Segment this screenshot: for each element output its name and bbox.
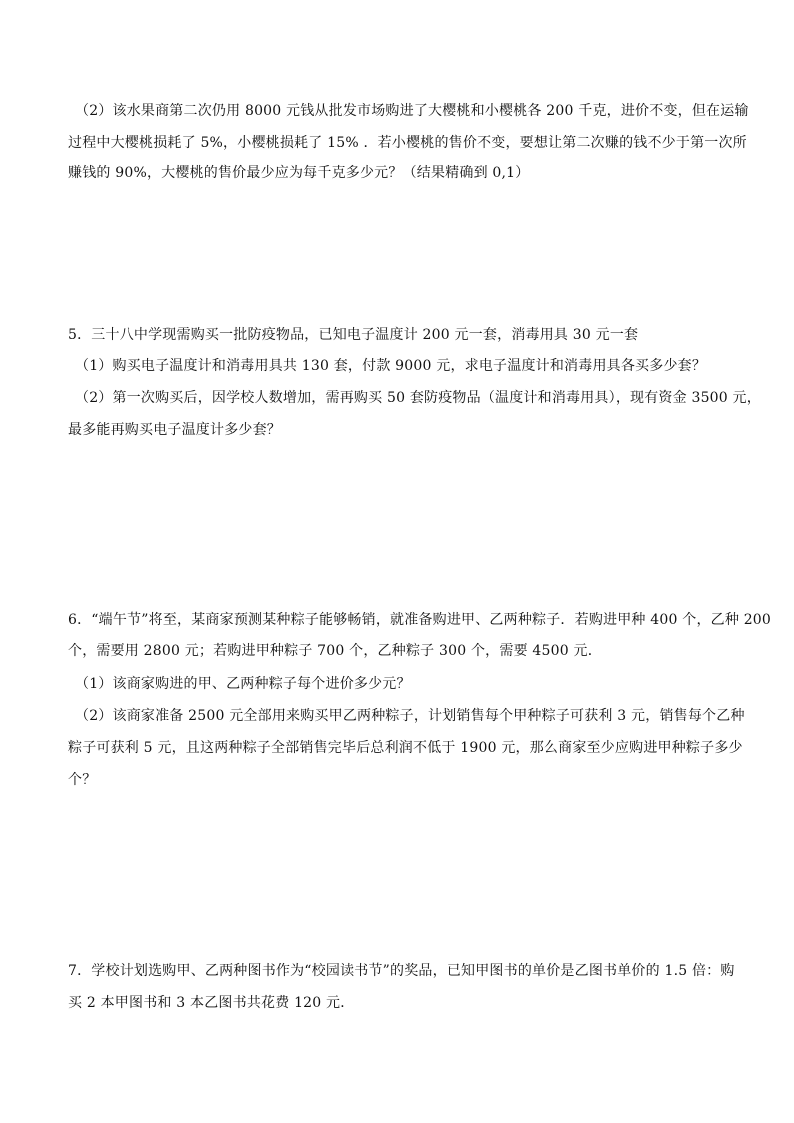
q5-part1: （1）购买电子温度计和消毒用具共 130 套，付款 9000 元，求电子温度计和消毒用具各买多少套？ bbox=[75, 358, 707, 374]
q6-part2-line-2: 粽子可获利 5 元，且这两种粽子全部销售完毕后总利润不低于 1900 元，那么商家至少应购进甲种粽子多少 bbox=[68, 740, 743, 756]
q5-stem: 5．三十八中学现需购买一批防疫物品，已知电子温度计 200 元一套，消毒用具 30 元一套 bbox=[68, 327, 639, 343]
q4-part2-line-3: 赚钱的 90%，大樱桃的售价最少应为每千克多少元？（结果精确到 0,1） bbox=[68, 165, 530, 181]
q6-stem-line-2: 个，需要用 2800 元；若购进甲种粽子 700 个，乙种粽子 300 个，需要 4500 元． bbox=[68, 643, 602, 659]
q6-stem-line-1: 6．“端午节”将至，某商家预测某种粽子能够畅销，就准备购进甲、乙两种粽子．若购进甲种 400 个，乙种 200 bbox=[68, 612, 772, 628]
q6-part1: （1）该商家购进的甲、乙两种粽子每个进价多少元？ bbox=[75, 676, 411, 692]
q6-part2-line-1: （2）该商家准备 2500 元全部用来购买甲乙两种粽子，计划销售每个甲种粽子可获利 3 元，销售每个乙种 bbox=[75, 708, 745, 724]
q4-part2-line-1: （2）该水果商第二次仍用 8000 元钱从批发市场购进了大樱桃和小樱桃各 200 千克，进价不变，但在运输 bbox=[75, 103, 749, 119]
q7-stem-line-1: 7．学校计划选购甲、乙两种图书作为“校园读书节”的奖品，已知甲图书的单价是乙图书单价的 1.5 倍：购 bbox=[68, 963, 735, 979]
q7-stem-line-2: 买 2 本甲图书和 3 本乙图书共花费 120 元． bbox=[68, 995, 355, 1011]
q5-part2-line-2: 最多能再购买电子温度计多少套？ bbox=[68, 422, 281, 438]
q5-part2-line-1: （2）第一次购买后，因学校人数增加，需再购买 50 套防疫物品（温度计和消毒用具），现有资金 3500 元， bbox=[75, 390, 761, 406]
q4-part2-line-2: 过程中大樱桃损耗了 5%，小樱桃损耗了 15% ．若小樱桃的售价不变，要想让第二次赚的钱不少于第一次所 bbox=[68, 135, 747, 151]
q6-part2-line-3: 个？ bbox=[68, 772, 97, 788]
